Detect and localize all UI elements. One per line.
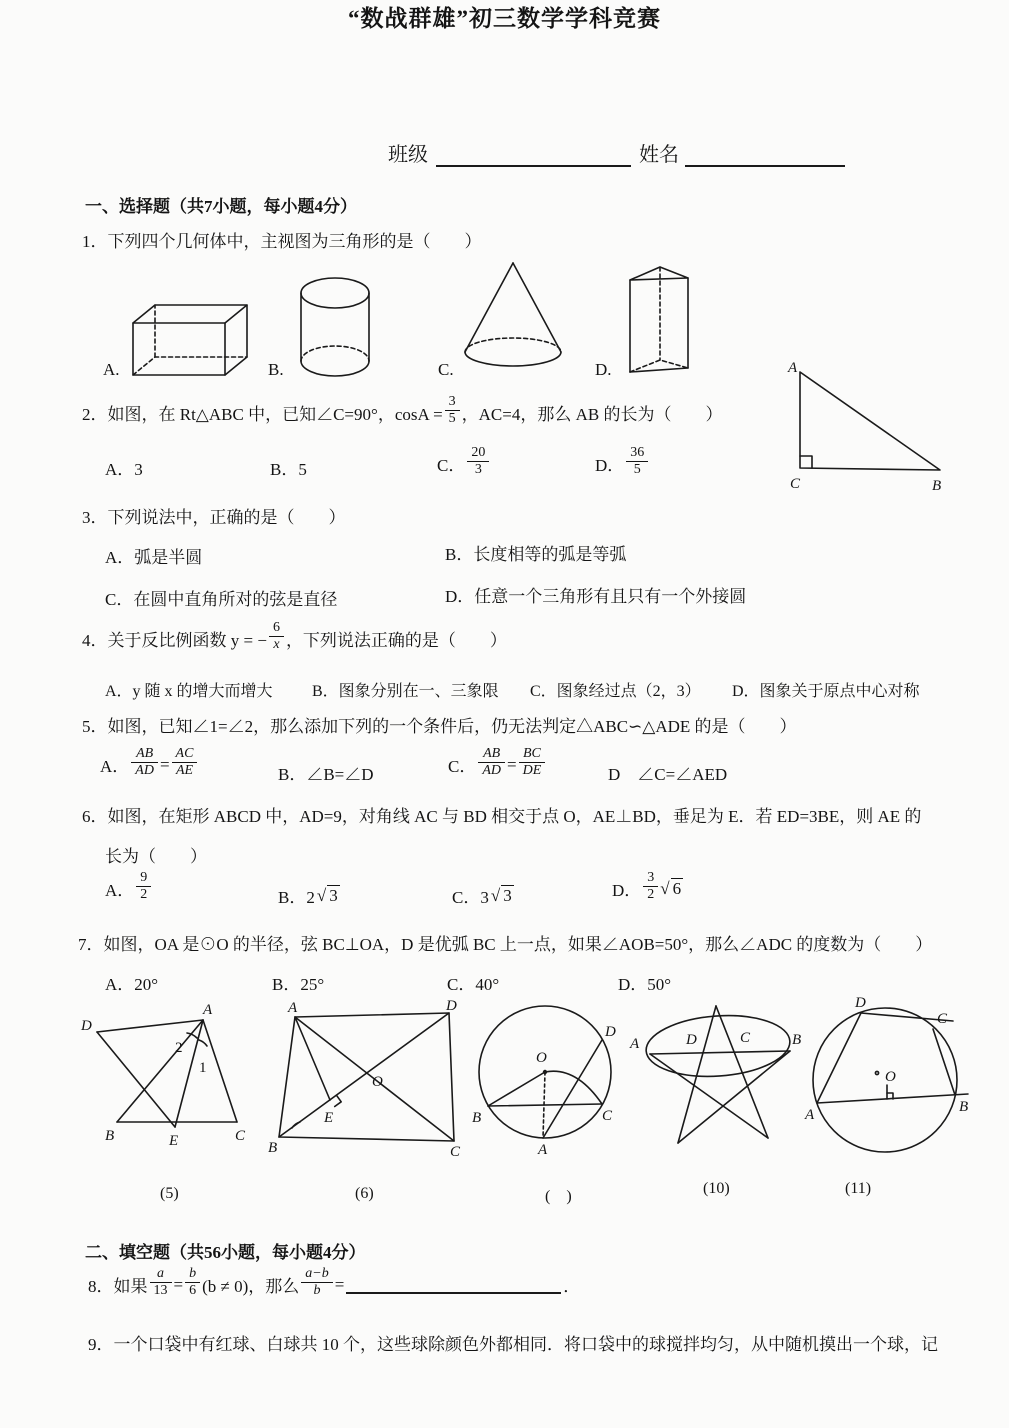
page-title: “数战群雄”初三数学学科竞赛 xyxy=(348,6,661,31)
cone-figure xyxy=(462,258,564,373)
radical-sign: √ xyxy=(316,885,327,905)
fig6-rectangle-diagonals xyxy=(262,1000,472,1158)
svg-text:1: 1 xyxy=(199,1060,207,1076)
svg-text:D: D xyxy=(686,1032,697,1048)
q6-text-line2: 长为（ ） xyxy=(105,847,207,866)
class-blank[interactable] xyxy=(436,149,631,167)
svg-text:A: A xyxy=(788,360,798,376)
q1-option-d-label: D. xyxy=(595,360,612,379)
svg-text:O: O xyxy=(372,1074,383,1090)
svg-text:D: D xyxy=(446,998,457,1014)
q1-text: 1．下列四个几何体中，主视图为三角形的是（ ） xyxy=(82,232,482,251)
q2-option-a: A．3 xyxy=(105,460,143,479)
q4-text: 4．关于反比例函数 y = − $\frac{6}{x}$ ，下列说法正确的是（ ） xyxy=(82,620,507,653)
q2-cos-fraction: $\frac{3}{5}$ xyxy=(445,394,460,427)
svg-text:C: C xyxy=(790,476,801,492)
q4-option-d: D．图象关于原点中心对称 xyxy=(732,683,920,700)
fig10-caption: (10) xyxy=(703,1180,730,1197)
q8-answer-blank[interactable] xyxy=(346,1275,561,1294)
q7-option-b: B．25° xyxy=(272,975,325,994)
svg-text:C: C xyxy=(235,1128,246,1144)
q6-option-b: B．2 √ 3 xyxy=(278,885,338,907)
fig6-caption: (6) xyxy=(355,1185,374,1202)
q4-option-b: B．图象分别在一、三象限 xyxy=(312,683,499,700)
svg-text:A: A xyxy=(203,1002,213,1018)
q2-option-b: B．5 xyxy=(270,460,307,479)
q2-option-c: C． $\frac{20}{3}$ xyxy=(437,447,489,480)
svg-text:B: B xyxy=(472,1110,482,1126)
q3-option-a: A．弧是半圆 xyxy=(105,548,203,567)
svg-text:O: O xyxy=(885,1069,896,1085)
q7-option-a: A．20° xyxy=(105,975,159,994)
q1-option-b-label: B. xyxy=(268,360,284,379)
svg-text:C: C xyxy=(602,1108,613,1124)
svg-text:B: B xyxy=(105,1128,115,1144)
svg-text:O: O xyxy=(536,1050,547,1066)
q6-option-a: A． $\frac{9}{2}$ xyxy=(105,872,151,905)
cuboid-figure xyxy=(125,293,260,388)
svg-text:C: C xyxy=(740,1030,751,1046)
section-blank-heading: 二、填空题（共56小题，每小题4分） xyxy=(85,1243,366,1262)
svg-text:E: E xyxy=(169,1133,179,1149)
svg-text:B: B xyxy=(268,1140,278,1156)
q4-option-c: C．图象经过点（2，3） xyxy=(530,683,701,700)
svg-text:2: 2 xyxy=(175,1040,183,1056)
q7-option-d: D．50° xyxy=(618,975,672,994)
fig7-circle-chord xyxy=(472,1000,622,1158)
q9-text: 9．一个口袋中有红球、白球共 10 个，这些球除颜色外都相同．将口袋中的球搅拌均匀，从中随机摸出一个球，记 xyxy=(88,1335,938,1354)
name-label: 姓名 xyxy=(639,144,679,166)
q5-option-d: D ∠C=∠AED xyxy=(608,765,728,784)
name-blank[interactable] xyxy=(685,149,845,167)
svg-text:B: B xyxy=(959,1099,969,1115)
svg-text:A: A xyxy=(288,1000,298,1016)
q4-fraction: $\frac{6}{x}$ xyxy=(269,620,284,653)
section-choice-heading: 一、选择题（共7小题，每小题4分） xyxy=(85,197,357,216)
svg-text:A: A xyxy=(538,1142,548,1158)
q5-option-c: C． $\frac{AB}{AD}$ = $\frac{BC}{DE}$ xyxy=(448,748,545,781)
svg-text:D: D xyxy=(81,1018,92,1034)
q5-option-b: B．∠B=∠D xyxy=(278,765,374,784)
q3-option-b: B．长度相等的弧是等弧 xyxy=(445,545,627,564)
q8-text: 8．如果 $\frac{a}{13}$ = $\frac{b}{6}$ (b ≠ 0)，那么 $\frac{a-b}{b}$ = ． xyxy=(88,1266,581,1299)
cylinder-figure xyxy=(298,275,372,377)
q2-option-d: D． $\frac{36}{5}$ xyxy=(595,447,648,480)
q2-text: 2．如图，在 Rt△ABC 中，已知∠C=90°，cosA = $\frac{3}{5}$ ，AC=4，那么 AB 的长为（ ） xyxy=(82,394,723,427)
radical-sign: √ xyxy=(660,878,670,898)
svg-text:B: B xyxy=(792,1032,802,1048)
q3-option-c: C．在圆中直角所对的弦是直径 xyxy=(105,590,338,609)
fig5-similar-triangles xyxy=(75,1000,265,1155)
q1-option-a-label: A. xyxy=(103,360,120,379)
svg-text:D: D xyxy=(605,1024,616,1040)
svg-text:D: D xyxy=(855,995,866,1011)
fig11-cyclic-quadrilateral xyxy=(805,995,975,1163)
q1-option-c-label: C. xyxy=(438,360,454,379)
q4-option-a: A．y 随 x 的增大而增大 xyxy=(105,683,273,700)
class-label: 班级 xyxy=(388,144,428,166)
q3-option-d: D．任意一个三角形有且只有一个外接圆 xyxy=(445,587,747,606)
svg-text:C: C xyxy=(937,1011,948,1027)
fig10-pentagram xyxy=(628,988,808,1168)
q6-option-c: C．3 √ 3 xyxy=(452,885,512,907)
fig11-caption: (11) xyxy=(845,1180,872,1197)
q7-text: 7．如图，OA 是⊙O 的半径，弦 BC⊥OA，D 是优弧 BC 上一点，如果∠AOB=50°，那么∠ADC 的度数为（ ） xyxy=(78,935,933,954)
svg-text:C: C xyxy=(450,1144,461,1160)
q7-option-c: C．40° xyxy=(447,975,500,994)
fig7-caption: ( ) xyxy=(545,1188,572,1205)
svg-text:A: A xyxy=(630,1036,640,1052)
q2-right-triangle-figure xyxy=(780,358,955,498)
svg-text:A: A xyxy=(805,1107,815,1123)
triangular-prism-figure xyxy=(622,262,702,382)
svg-text:B: B xyxy=(932,478,942,494)
q5-option-a: A． $\frac{AB}{AD}$ = $\frac{AC}{AE}$ xyxy=(100,748,197,781)
q5-text: 5．如图，已知∠1=∠2，那么添加下列的一个条件后，仍无法判定△ABC∽△ADE 的是（ ） xyxy=(82,717,797,736)
q6-option-d: D． $\frac{3}{2}$ √ 6 xyxy=(612,870,682,903)
fig5-caption: (5) xyxy=(160,1185,179,1202)
q3-text: 3．下列说法中，正确的是（ ） xyxy=(82,508,346,527)
q6-text-line1: 6．如图，在矩形 ABCD 中，AD=9，对角线 AC 与 BD 相交于点 O，AE⊥BD，垂足为 E．若 ED=3BE，则 AE 的 xyxy=(82,807,922,826)
radical-sign: √ xyxy=(490,885,501,905)
svg-text:E: E xyxy=(324,1110,334,1126)
